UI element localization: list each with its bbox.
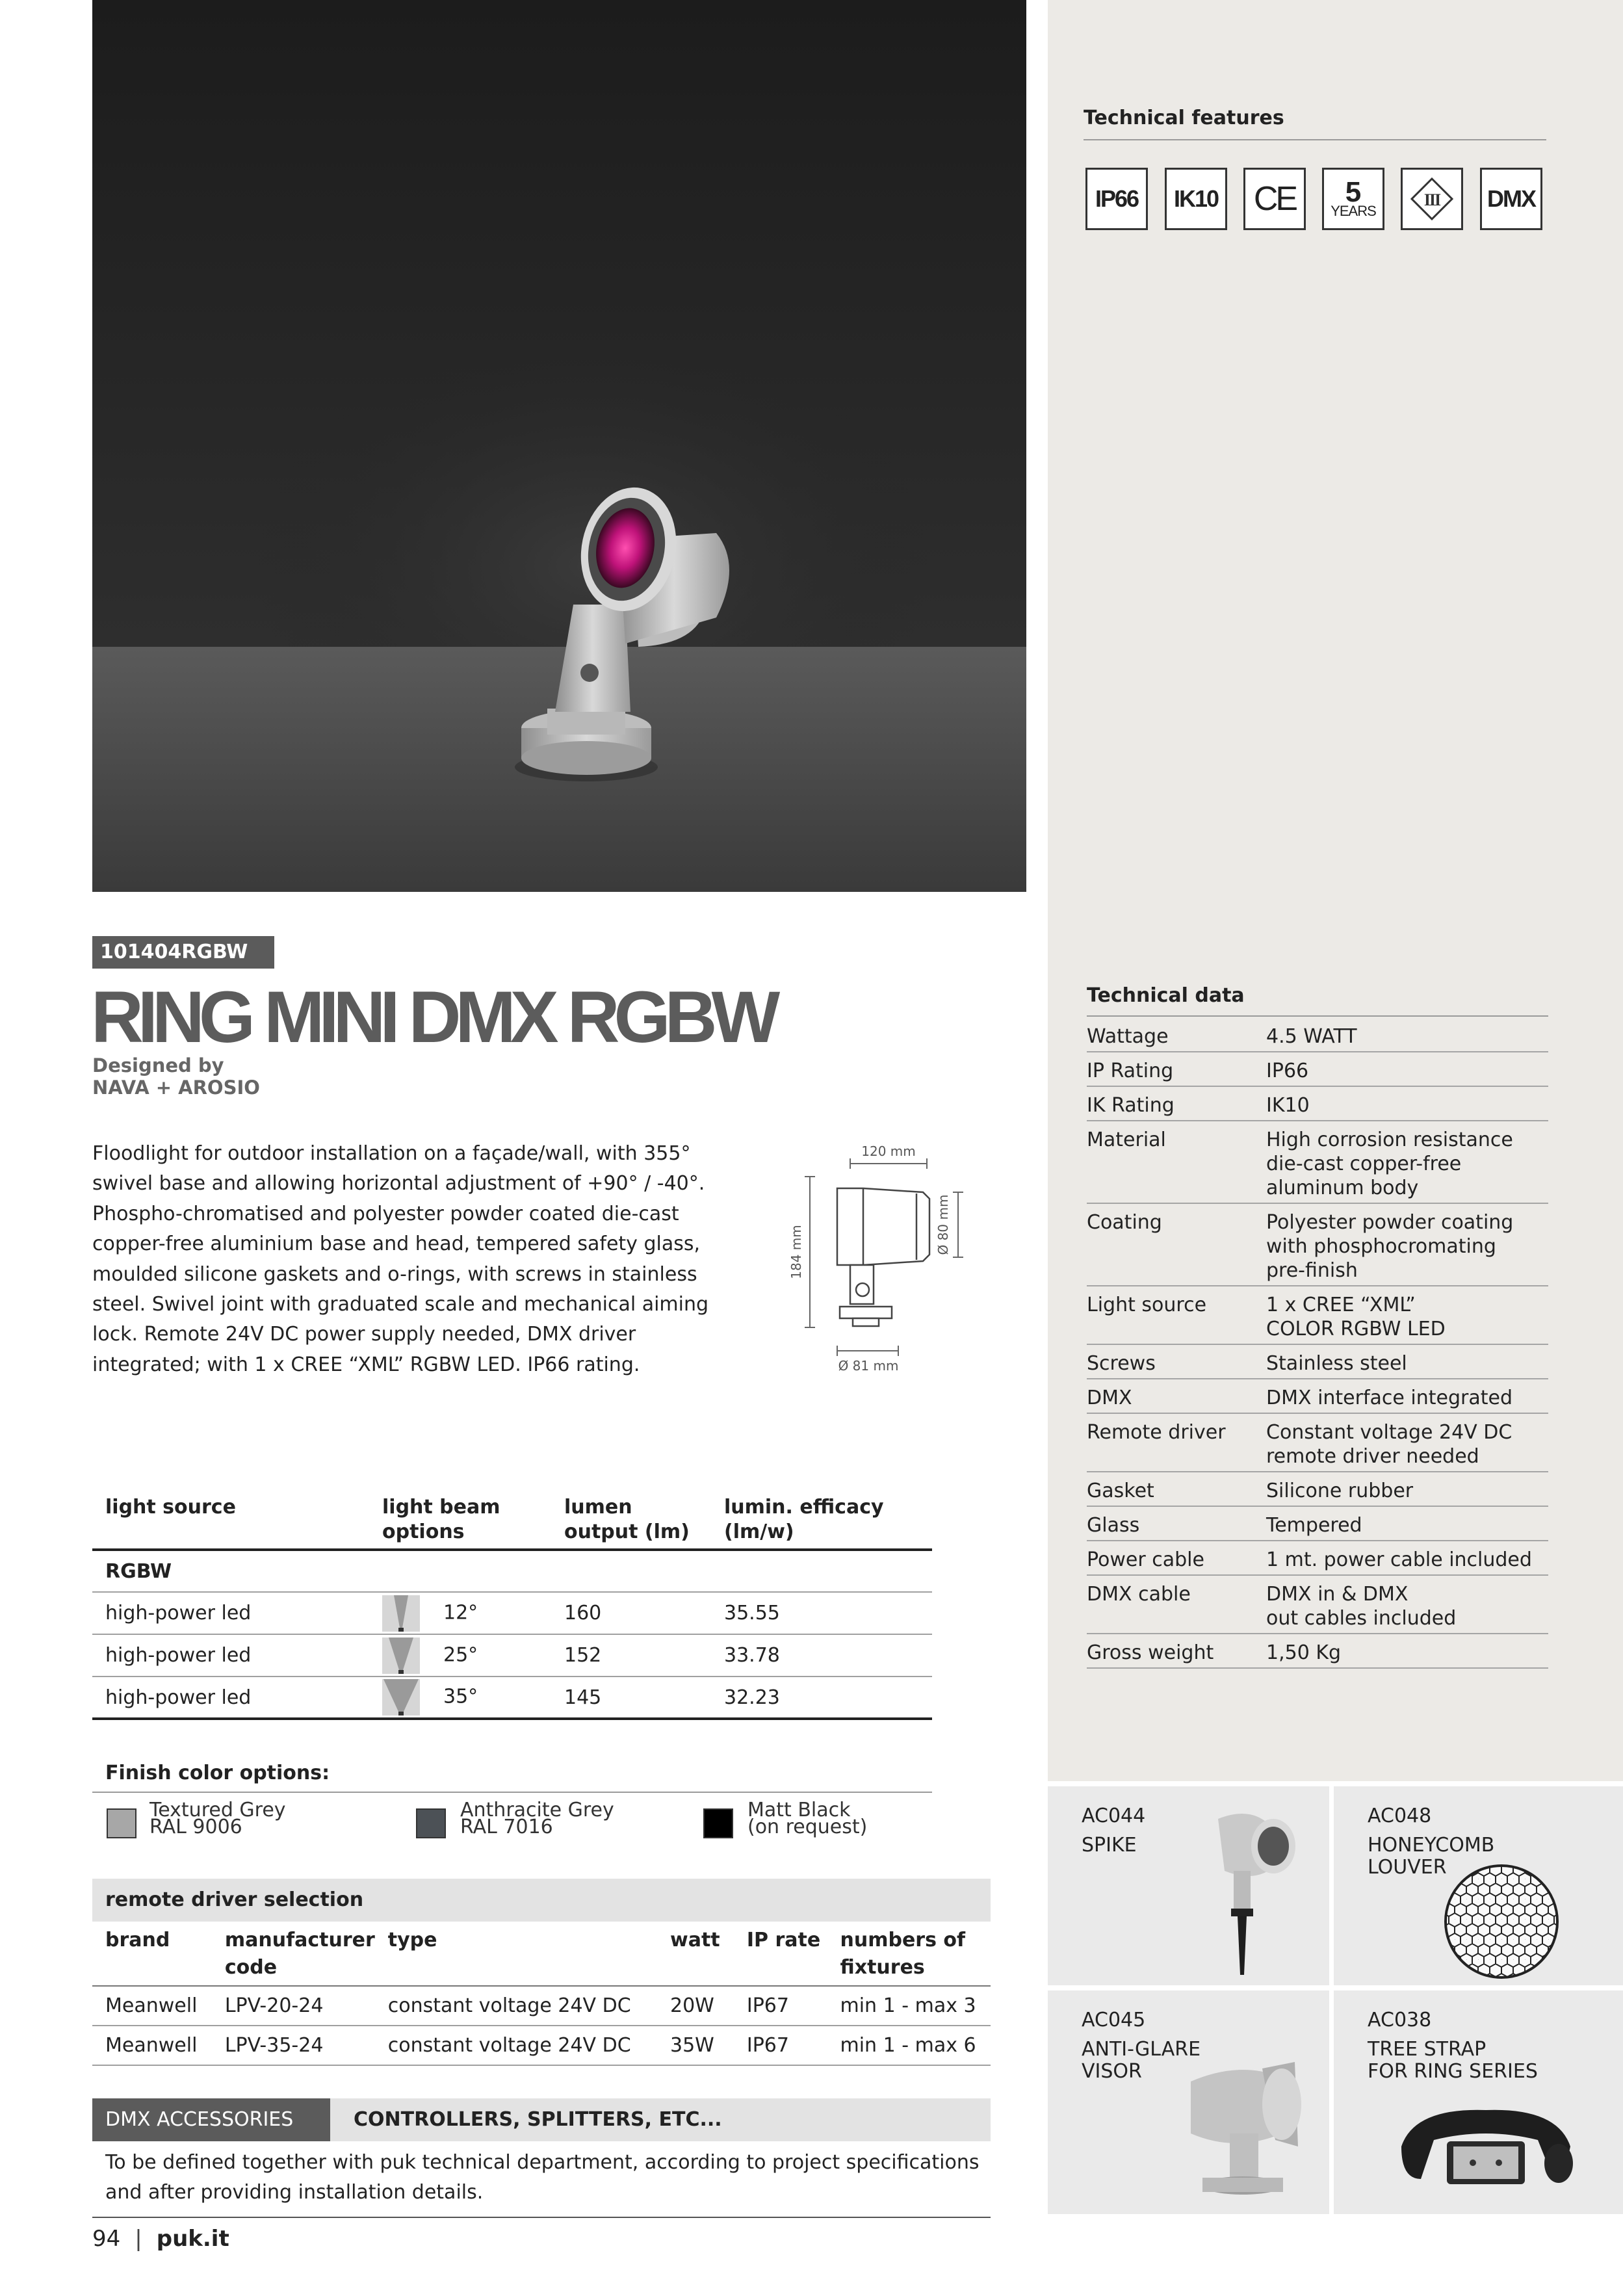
column-header: manufacturer code: [224, 1929, 375, 1979]
accessory-card-honeycomb[interactable]: AC048 HONEYCOMB LOUVER: [1334, 1786, 1623, 1985]
designer-credit: Designed by NAVA + AROSIO: [92, 1054, 260, 1099]
textured-grey-swatch: [107, 1808, 136, 1838]
tech-data-row: [1087, 1052, 1548, 1087]
technical-data-table: [1087, 1018, 1548, 1669]
page-number: 94: [92, 2226, 121, 2252]
finish-label: Matt Black (on request): [747, 1799, 868, 1838]
tree-strap-icon: [1388, 2101, 1583, 2198]
page-footer: 94 | puk.it: [92, 2226, 229, 2252]
svg-text:120 mm: 120 mm: [861, 1143, 916, 1159]
dimension-drawing: [777, 1139, 972, 1379]
tech-data-value: Silicone rubber: [1266, 1480, 1414, 1502]
column-header: light beam options: [382, 1496, 500, 1543]
tech-data-row: [1087, 1634, 1548, 1669]
svg-text:III: III: [1423, 190, 1440, 209]
dmx-accessories-bar: [92, 2098, 991, 2141]
dmx-accessories-label: DMX ACCESSORIES: [92, 2098, 330, 2141]
tech-data-key: Power cable: [1087, 1548, 1204, 1571]
table-row: high-power led 12° 160 35.55: [92, 1592, 932, 1634]
tech-data-value: 1 x CREE “XML” COLOR RGBW LED: [1266, 1294, 1446, 1340]
tech-data-key: DMX cable: [1087, 1583, 1191, 1606]
tech-data-key: Material: [1087, 1128, 1166, 1151]
wide-beam-icon: [382, 1679, 420, 1715]
light-source-table: [92, 1489, 932, 1720]
dmx-note: To be defined together with puk technical department, according to project specifications and after providing installation details.: [105, 2151, 980, 2204]
tech-data-row: [1087, 1018, 1548, 1052]
column-header: light source: [105, 1496, 236, 1519]
divider: [92, 1792, 932, 1793]
matt-black-swatch: [703, 1808, 733, 1838]
technical-data-title: Technical data: [1087, 984, 1245, 1007]
tech-data-key: Wattage: [1087, 1025, 1169, 1048]
group-label: RGBW: [92, 1550, 932, 1592]
dmx-accessories-sublabel: CONTROLLERS, SPLITTERS, ETC...: [354, 2108, 722, 2131]
class-iii-icon: [1401, 168, 1463, 230]
tech-data-key: Gasket: [1087, 1480, 1154, 1502]
warranty-icon: 5 YEARS: [1322, 168, 1384, 230]
tech-data-value: Polyester powder coating with phosphocromating pre-finish: [1266, 1211, 1514, 1282]
column-header: lumin. efficacy (lm/w): [724, 1496, 884, 1543]
column-header: brand: [105, 1929, 170, 1951]
tech-data-value: Stainless steel: [1266, 1352, 1407, 1375]
tech-data-row: [1087, 1379, 1548, 1414]
svg-text:Ø 80 mm: Ø 80 mm: [935, 1194, 951, 1255]
table-row: Meanwell LPV-20-24 constant voltage 24V DC 20W IP67 min 1 - max 3: [92, 1986, 991, 2026]
honeycomb-louver-icon: [1443, 1863, 1560, 1980]
tech-data-key: IK Rating: [1087, 1094, 1175, 1117]
column-header: lumen output (lm): [564, 1496, 690, 1543]
tech-data-key: Glass: [1087, 1514, 1140, 1537]
finish-title: Finish color options:: [105, 1762, 330, 1784]
tech-data-row: [1087, 1087, 1548, 1121]
tech-data-value: Tempered: [1266, 1514, 1362, 1537]
product-photo: [92, 0, 1026, 892]
tech-data-value: 1,50 Kg: [1266, 1641, 1342, 1664]
tech-data-key: Coating: [1087, 1211, 1162, 1234]
column-header: watt: [669, 1929, 720, 1951]
tech-data-key: Light source: [1087, 1294, 1207, 1316]
tech-data-value: High corrosion resistance die-cast copper-free aluminum body: [1266, 1128, 1513, 1199]
product-description: Floodlight for outdoor installation on a façade/wall, with 355° swivel base and allowing horizontal adjustment of +90° / -40°. Phospho-chromatised and polyester powder coated die-cast copper-free aluminium base and head, tempered safety glass, moulded silicone gaskets and o-rings, with screws in stainless steel. Swivel joint with graduated scale and mechanical aiming lock. Remote 24V DC power supply needed, DMX driver integrated; with 1 x CREE “XML” RGBW LED. IP66 rating.: [92, 1142, 709, 1376]
tech-data-key: Gross weight: [1087, 1641, 1214, 1664]
product-code-badge: 101404RGBW: [92, 936, 274, 969]
ip66-icon: IP66: [1085, 168, 1148, 230]
tech-data-row: [1087, 1345, 1548, 1379]
tech-data-row: [1087, 1286, 1548, 1345]
medium-beam-icon: [382, 1637, 420, 1674]
anti-glare-visor-icon: [1165, 2055, 1321, 2211]
driver-selection-title: remote driver selection: [92, 1879, 991, 1922]
tech-data-row: [1087, 1414, 1548, 1472]
tech-data-row: [1087, 1576, 1548, 1634]
finish-label: Anthracite Grey RAL 7016: [460, 1799, 614, 1838]
accessory-card-visor[interactable]: AC045 ANTI-GLARE VISOR: [1048, 1990, 1329, 2214]
tech-data-value: 1 mt. power cable included: [1266, 1548, 1532, 1571]
svg-text:Ø 81 mm: Ø 81 mm: [838, 1358, 899, 1374]
tech-data-value: DMX in & DMX out cables included: [1266, 1583, 1457, 1630]
tech-data-value: DMX interface integrated: [1266, 1387, 1513, 1409]
column-header: numbers of fixtures: [840, 1929, 966, 1979]
tech-data-key: Remote driver: [1087, 1421, 1226, 1444]
website-link[interactable]: puk.it: [156, 2226, 229, 2252]
tech-data-value: IK10: [1266, 1094, 1310, 1117]
tech-data-row: [1087, 1541, 1548, 1576]
tech-data-key: DMX: [1087, 1387, 1132, 1409]
driver-table: [92, 1924, 991, 2066]
table-row: high-power led 25° 152 33.78: [92, 1634, 932, 1676]
spike-icon: [1199, 1799, 1303, 1981]
divider: [1087, 1015, 1548, 1017]
anthracite-grey-swatch: [416, 1808, 446, 1838]
accessory-card-spike[interactable]: AC044 SPIKE: [1048, 1786, 1329, 1985]
svg-text:184 mm: 184 mm: [788, 1225, 804, 1279]
finish-label: Textured Grey RAL 9006: [149, 1799, 286, 1838]
divider: [1084, 139, 1546, 140]
product-title: RING MINI DMX RGBW: [91, 976, 775, 1058]
tech-data-value: Constant voltage 24V DC remote driver needed: [1266, 1421, 1513, 1468]
tech-data-key: IP Rating: [1087, 1060, 1174, 1082]
ce-mark-icon: CE: [1243, 168, 1306, 230]
narrow-beam-icon: [382, 1595, 420, 1632]
tech-data-row: [1087, 1507, 1548, 1541]
technical-features-title: Technical features: [1084, 107, 1284, 129]
dmx-icon: DMX: [1480, 168, 1542, 230]
tech-data-value: IP66: [1266, 1060, 1309, 1082]
table-row: Meanwell LPV-35-24 constant voltage 24V DC 35W IP67 min 1 - max 6: [92, 2026, 991, 2065]
column-header: type: [387, 1929, 437, 1951]
accessory-card-tree-strap[interactable]: AC038 TREE STRAP FOR RING SERIES: [1334, 1990, 1623, 2214]
tech-data-row: [1087, 1204, 1548, 1286]
ik10-icon: IK10: [1165, 168, 1227, 230]
column-header: IP rate: [746, 1929, 821, 1951]
tech-data-row: [1087, 1121, 1548, 1204]
divider: [92, 2217, 991, 2218]
tech-data-key: Screws: [1087, 1352, 1156, 1375]
tech-data-row: [1087, 1472, 1548, 1507]
table-row: high-power led 35° 145 32.23: [92, 1676, 932, 1719]
tech-data-value: 4.5 WATT: [1266, 1025, 1357, 1048]
